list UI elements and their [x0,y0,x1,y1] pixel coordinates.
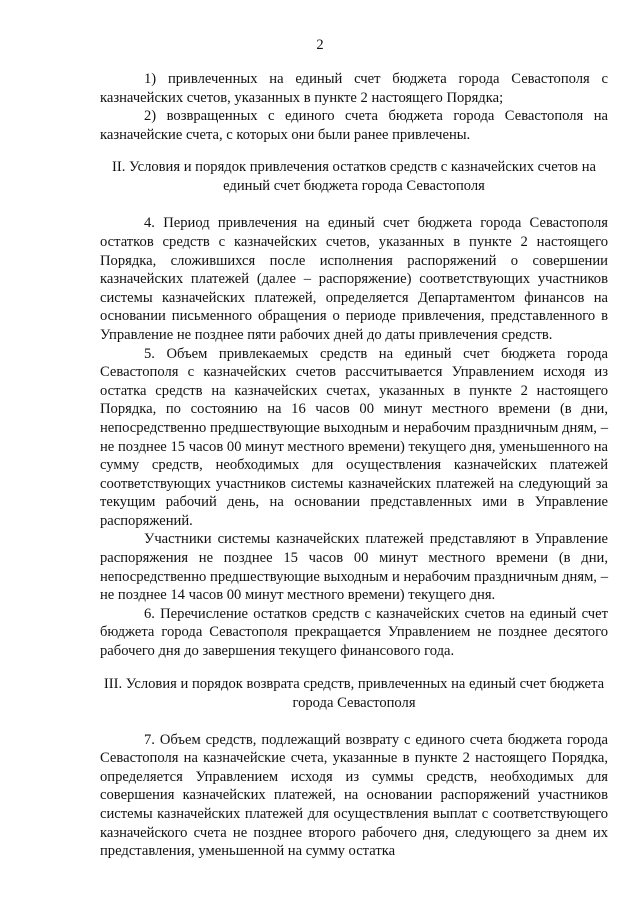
paragraph-4: 4. Период привлечения на единый счет бюджета города Севастополя остатков средств с казначейских счетов, указанных в пункте 2 настоящего Порядка, сложившихся после исполнения распоряжений о совершении казначейских платежей (далее – распоряжение) соответствующих участников системы казначейских платежей, определяется Департаментом финансов на основании письменного обращения о периоде привлечения, представленного в Управление не позднее пяти рабочих дней до даты привлечения средств. [100,215,608,343]
section-3-heading: III. Условия и порядок возврата средств, привлеченных на единый счет бюджета города Севастополя [103,675,605,711]
paragraph-participants: Участники системы казначейских платежей представляют в Управление распоряжения не позднее 15 часов 00 минут местного времени (в дни, непосредственно предшествующие выходным и нерабочим праздничным дням, – не позднее 14 часов 00 минут местного времени) текущего дня. [100,531,608,604]
paragraph-7: 7. Объем средств, подлежащий возврату с единого счета бюджета города Севастополя на казначейские счета, указанные в пункте 2 настоящего Порядка, определяется Управлением исходя из суммы средств, необходимых для совершения казначейских платежей, на основании распоряжений участников системы казначейских платежей для осуществления выплат с соответствующего казначейского счета не позднее второго рабочего дня, следующего за днем их представления, уменьшенной на сумму остатка [100,731,608,860]
page-number: 2 [316,37,324,53]
list-item: 1) привлеченных на единый счет бюджета города Севастополя с казначейских счетов, указанных в пункте 2 настоящего Порядка; [100,71,608,106]
list-item: 2) возвращенных с единого счета бюджета города Севастополя на казначейские счета, с которых они были ранее привлечены. [100,108,608,143]
paragraph-6: 6. Перечисление остатков средств с казначейских счетов на единый счет бюджета города Севастополя прекращается Управлением не позднее десятого рабочего дня до завершения текущего финансового года. [100,605,608,660]
document-body [100,70,608,861]
paragraph-5: 5. Объем привлекаемых средств на единый счет бюджета города Севастополя с казначейских счетов рассчитывается Управлением исходя из остатка средств на казначейских счетах, указанных в пункте 2 настоящего Порядка, по состоянию на 16 часов 00 минут местного времени (в дни, непосредственно предшествующие выходным и нерабочим праздничным дням, – не позднее 15 часов 00 минут местного времени) текущего дня, уменьшенного на сумму средств, необходимых для осуществления казначейских платежей соответствующих участников системы казначейских платежей на следующий за текущим рабочий день, на основании представленных ими в Управление распоряжений. [100,345,608,529]
section-2-heading: II. Условия и порядок привлечения остатков средств с казначейских счетов на единый счет бюджета города Севастополя [112,159,596,195]
